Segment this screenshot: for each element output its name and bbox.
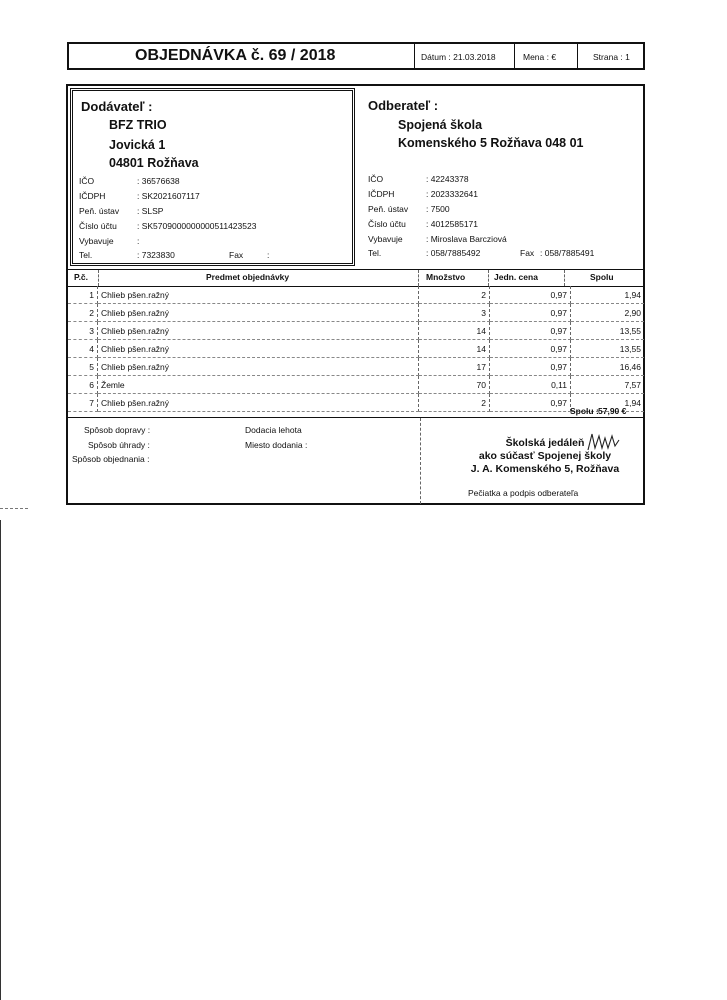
buyer-ico-label: IČO (368, 174, 384, 184)
row-total: 1,94 (571, 394, 645, 412)
table-row (68, 340, 644, 358)
table-row (68, 286, 644, 304)
row-qty: 70 (419, 376, 490, 394)
row-no: 3 (68, 322, 98, 340)
table-row (68, 394, 644, 412)
total-separator (68, 417, 644, 418)
row-item: Chlieb pšen.ražný (98, 340, 419, 358)
table-row (68, 322, 644, 340)
page-number: Strana : 1 (593, 52, 630, 62)
divider (488, 270, 489, 286)
col-header-item: Predmet objednávky (206, 272, 290, 282)
divider (564, 270, 565, 286)
divider (418, 270, 419, 286)
scan-artifact (0, 520, 1, 1000)
buyer-fax-value: : 058/7885491 (540, 248, 595, 258)
col-header-unit-price: Jedn. cena (494, 272, 538, 282)
row-unit-price: 0,11 (490, 376, 571, 394)
supplier-tel-value: : 7323830 (137, 250, 175, 260)
divider (577, 44, 578, 68)
supplier-heading: Dodávateľ : (81, 99, 153, 114)
signature-caption: Pečiatka a podpis odberateľa (468, 488, 579, 498)
supplier-tel-label: Tel. (79, 250, 93, 260)
order-method: Spôsob objednania : (72, 454, 150, 464)
buyer-bank-value: : 7500 (426, 204, 450, 214)
row-item: Žemle (98, 376, 419, 394)
supplier-handler-value: : (137, 236, 140, 246)
row-qty: 2 (419, 394, 490, 412)
table-row (68, 304, 644, 322)
row-qty: 3 (419, 304, 490, 322)
supplier-bank-label: Peň. ústav (79, 206, 120, 216)
supplier-ico-value: : 36576638 (137, 176, 180, 186)
row-unit-price: 0,97 (490, 394, 571, 412)
buyer-tel-label: Tel. (368, 248, 382, 258)
supplier-street: Jovická 1 (109, 138, 166, 152)
buyer-tel-value: : 058/7885492 (426, 248, 481, 258)
row-total: 13,55 (571, 322, 645, 340)
supplier-ico-label: IČO (79, 176, 95, 186)
supplier-account-label: Číslo účtu (79, 221, 117, 231)
col-header-no: P.č. (74, 272, 89, 282)
buyer-heading: Odberateľ : (368, 98, 439, 113)
total-label: Spolu : (570, 406, 599, 416)
row-no: 6 (68, 376, 98, 394)
row-unit-price: 0,97 (490, 322, 571, 340)
supplier-bank-value: : SLSP (137, 206, 164, 216)
buyer-icdph-value: : 2023332641 (426, 189, 478, 199)
row-qty: 14 (419, 340, 490, 358)
header-bar (67, 42, 645, 70)
col-header-total: Spolu (590, 272, 614, 282)
supplier-icdph-label: IČDPH (79, 191, 106, 201)
currency: Mena : € (523, 52, 557, 62)
supplier-icdph-value: : SK2021607117 (137, 191, 200, 201)
row-total: 16,46 (571, 358, 645, 376)
transport-method: Spôsob dopravy : (84, 425, 151, 435)
delivery-place: Miesto dodania : (245, 440, 308, 450)
row-total: 13,55 (571, 340, 645, 358)
divider (514, 44, 515, 68)
buyer-section (360, 88, 640, 266)
signature (586, 430, 622, 454)
row-item: Chlieb pšen.ražný (98, 286, 419, 304)
order-date: Dátum : 21.03.2018 (421, 52, 496, 62)
row-qty: 14 (419, 322, 490, 340)
supplier-handler-label: Vybavuje (79, 236, 114, 246)
col-header-qty: Množstvo (426, 272, 466, 282)
row-no: 1 (68, 286, 98, 304)
row-item: Chlieb pšen.ražný (98, 394, 419, 412)
row-no: 2 (68, 304, 98, 322)
buyer-bank-label: Peň. ústav (368, 204, 409, 214)
row-no: 5 (68, 358, 98, 376)
row-total: 7,57 (571, 376, 645, 394)
stamp-line-3: J. A. Komenského 5, Rožňava (470, 463, 620, 475)
divider (98, 270, 99, 286)
items-table (68, 286, 644, 412)
row-item: Chlieb pšen.ražný (98, 304, 419, 322)
supplier-box (70, 88, 355, 266)
row-item: Chlieb pšen.ražný (98, 322, 419, 340)
row-unit-price: 0,97 (490, 286, 571, 304)
footer-divider (420, 418, 421, 504)
row-total: 2,90 (571, 304, 645, 322)
row-unit-price: 0,97 (490, 358, 571, 376)
table-row (68, 358, 644, 376)
buyer-handler-label: Vybavuje (368, 234, 403, 244)
buyer-name: Spojená škola (398, 118, 483, 132)
buyer-account-value: : 4012585171 (426, 219, 478, 229)
row-total: 1,94 (571, 286, 645, 304)
items-table-wrap (68, 286, 644, 412)
table-header (68, 269, 644, 287)
delivery-time: Dodacia lehota (245, 425, 302, 435)
scan-artifact (0, 508, 28, 509)
row-unit-price: 0,97 (490, 304, 571, 322)
order-title: OBJEDNÁVKA č. 69 / 2018 (135, 47, 336, 64)
supplier-city: 04801 Rožňava (109, 156, 199, 170)
buyer-address: Komenského 5 Rožňava 048 01 (398, 136, 584, 150)
supplier-account-value: : SK5709000000000511423523 (137, 221, 257, 231)
row-no: 4 (68, 340, 98, 358)
payment-method: Spôsob úhrady : (88, 440, 150, 450)
buyer-fax-label: Fax (520, 248, 535, 258)
buyer-handler-value: : Miroslava Barcziová (426, 234, 507, 244)
supplier-name: BFZ TRIO (109, 118, 167, 132)
total-value: 57,90 € (598, 406, 627, 416)
stamp-line-1: Školská jedáleň (505, 437, 585, 449)
stamp-line-2: ako súčasť Spojenej školy (478, 450, 612, 462)
table-row (68, 376, 644, 394)
supplier-fax-value: : (267, 250, 270, 260)
buyer-icdph-label: IČDPH (368, 189, 395, 199)
row-no: 7 (68, 394, 98, 412)
buyer-ico-value: : 42243378 (426, 174, 469, 184)
divider (414, 44, 415, 68)
row-unit-price: 0,97 (490, 340, 571, 358)
row-item: Chlieb pšen.ražný (98, 358, 419, 376)
row-qty: 17 (419, 358, 490, 376)
buyer-account-label: Číslo účtu (368, 219, 406, 229)
supplier-fax-label: Fax (229, 250, 244, 260)
row-qty: 2 (419, 286, 490, 304)
